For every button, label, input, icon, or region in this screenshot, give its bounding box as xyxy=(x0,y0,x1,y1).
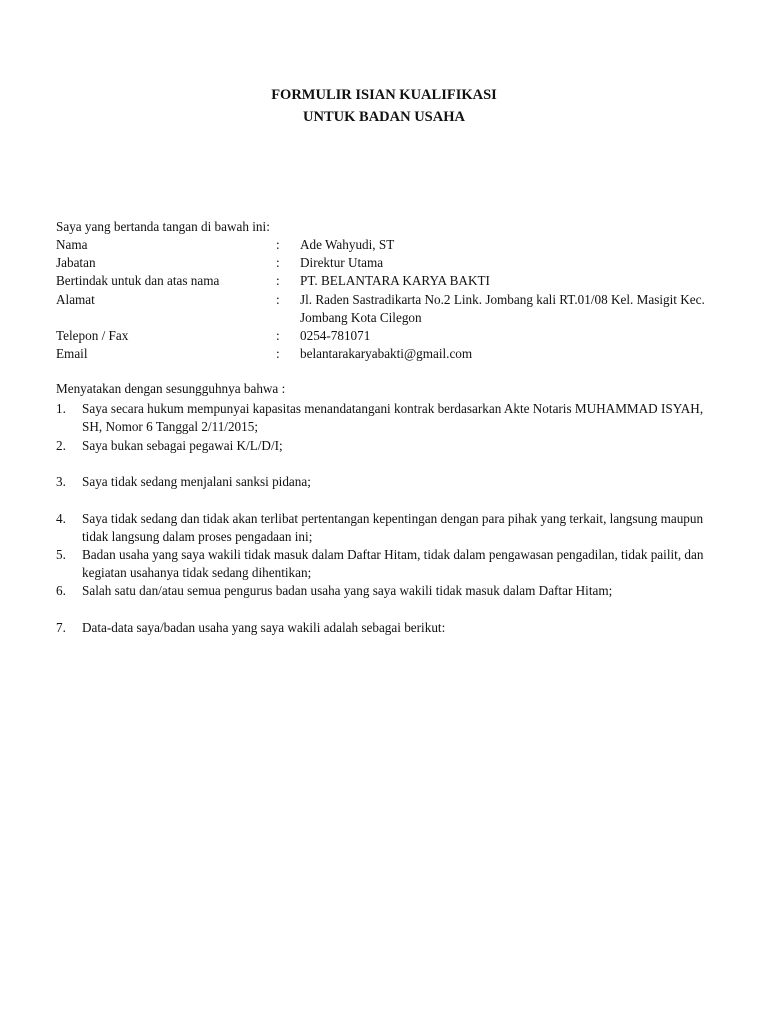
statement-number: 1. xyxy=(56,401,66,416)
statement-number: 3. xyxy=(56,474,66,489)
document-title-line-1: FORMULIR ISIAN KUALIFIKASI xyxy=(271,87,497,103)
field-label: Email xyxy=(56,346,88,361)
field-value: Ade Wahyudi, ST xyxy=(300,237,395,252)
statement-number: 4. xyxy=(56,511,66,526)
statement-text: Saya tidak sedang menjalani sanksi pidana; xyxy=(82,474,311,489)
statement-number: 2. xyxy=(56,438,66,453)
field-label: Bertindak untuk dan atas nama xyxy=(56,273,220,288)
field-separator: : xyxy=(276,328,280,343)
field-separator: : xyxy=(276,346,280,361)
statement-text: Salah satu dan/atau semua pengurus badan usaha yang saya wakili tidak masuk dalam Daftar Hitam; xyxy=(82,583,613,598)
statement-text: Badan usaha yang saya wakili tidak masuk dalam Daftar Hitam, tidak dalam pengawasan pengadilan, tidak pailit, dan kegiatan usahanya tidak sedang dihentikan; xyxy=(82,547,704,581)
field-separator: : xyxy=(276,237,280,252)
field-label: Alamat xyxy=(56,292,95,307)
statement-text: Saya secara hukum mempunyai kapasitas menandatangani kontrak berdasarkan Akte Notaris MUHAMMAD ISYAH, SH, Nomor 6 Tanggal 2/11/2015; xyxy=(82,401,704,435)
field-separator: : xyxy=(276,292,280,307)
statement-text: Data-data saya/badan usaha yang saya wakili adalah sebagai berikut: xyxy=(82,620,446,635)
statement-text: Saya bukan sebagai pegawai K/L/D/I; xyxy=(82,438,283,453)
field-value: PT. BELANTARA KARYA BAKTI xyxy=(300,273,490,288)
statement-text: Saya tidak sedang dan tidak akan terlibat pertentangan kepentingan dengan para pihak yang terkait, langsung maupun tidak langsung dalam proses pengadaan ini; xyxy=(82,511,704,545)
field-label: Nama xyxy=(56,237,88,252)
field-label: Jabatan xyxy=(56,255,96,270)
field-value: belantarakaryabakti@gmail.com xyxy=(300,346,473,361)
statement-number: 5. xyxy=(56,547,66,562)
field-value: Jl. Raden Sastradikarta No.2 Link. Jombang kali RT.01/08 Kel. Masigit Kec. Jombang Kota Cilegon xyxy=(300,292,705,326)
field-value: 0254-781071 xyxy=(300,328,371,343)
field-separator: : xyxy=(276,273,280,288)
statement-number: 7. xyxy=(56,620,66,635)
field-separator: : xyxy=(276,255,280,270)
intro-text: Saya yang bertanda tangan di bawah ini: xyxy=(56,219,270,234)
statement-number: 6. xyxy=(56,583,66,598)
declaration-intro: Menyatakan dengan sesungguhnya bahwa : xyxy=(56,381,286,396)
document-title-line-2: UNTUK BADAN USAHA xyxy=(303,109,465,125)
field-label: Telepon / Fax xyxy=(56,328,129,343)
field-value: Direktur Utama xyxy=(300,255,384,270)
